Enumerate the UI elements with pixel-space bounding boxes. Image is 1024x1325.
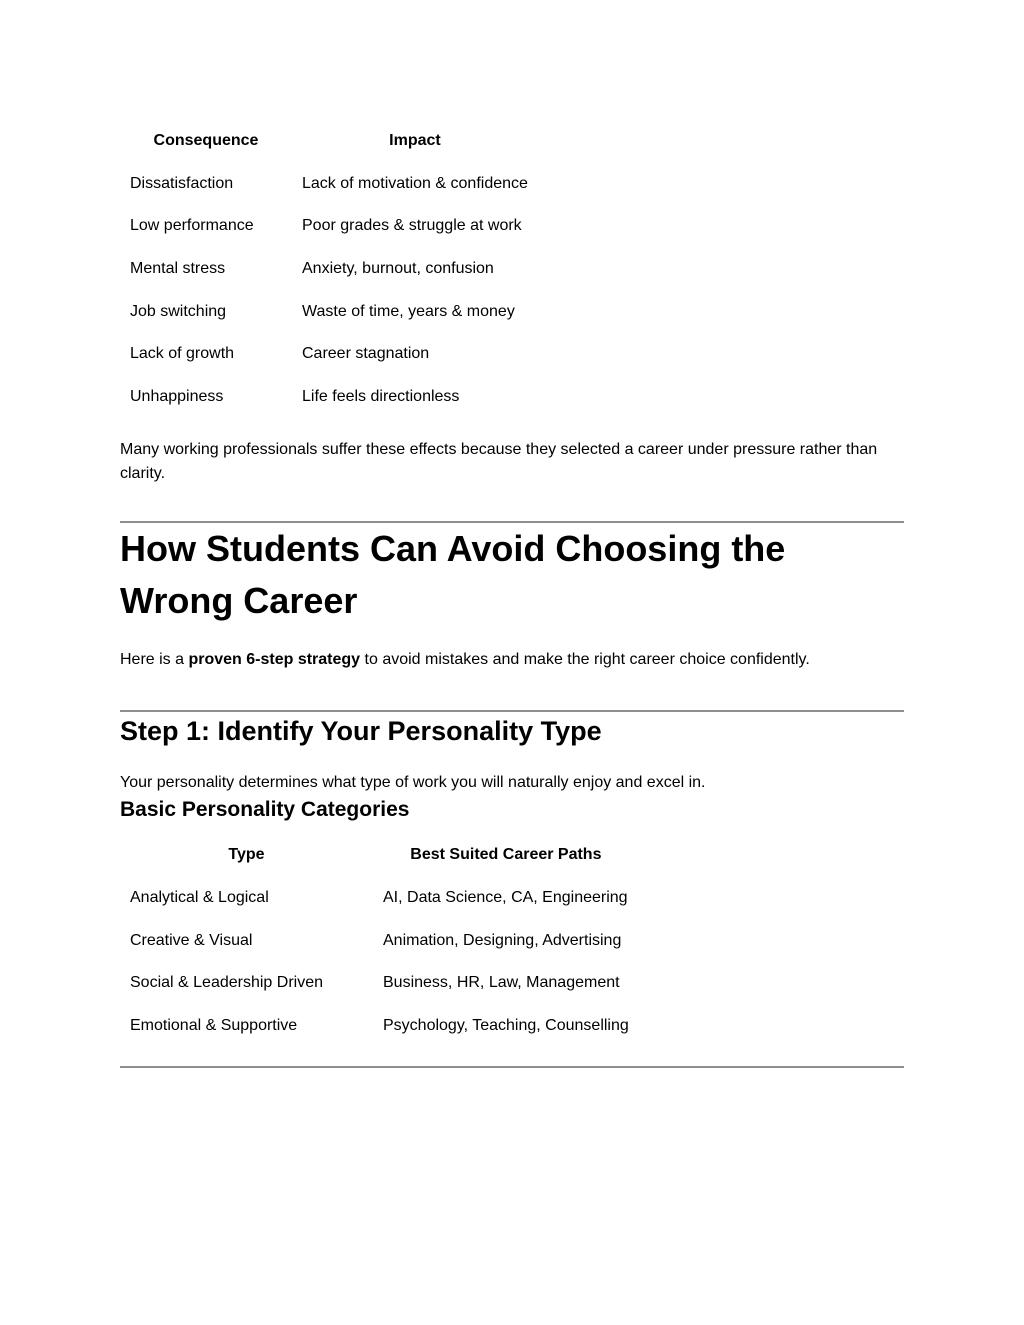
- personality-categories-subheading: Basic Personality Categories: [120, 798, 410, 822]
- impact-cell: Anxiety, burnout, confusion: [302, 260, 494, 278]
- consequence-cell: Dissatisfaction: [130, 174, 234, 192]
- strategy-suffix-text: to avoid mistakes and make the right career choice confidently.: [360, 651, 810, 669]
- career-paths-cell: AI, Data Science, CA, Engineering: [383, 889, 628, 907]
- main-heading: How Students Can Avoid Choosing the Wrong Career: [120, 528, 786, 622]
- consequence-cell: Unhappiness: [130, 387, 224, 405]
- impact-cell: Poor grades & struggle at work: [302, 217, 522, 235]
- consequences-impact-table: [120, 120, 538, 418]
- impact-cell: Career stagnation: [302, 345, 430, 363]
- table-row: [120, 376, 538, 419]
- table-header-row: [120, 120, 538, 163]
- table-row: [120, 1005, 639, 1048]
- consequence-cell: Mental stress: [130, 260, 226, 278]
- step1-heading: Step 1: Identify Your Personality Type: [120, 716, 602, 747]
- table-row: [120, 205, 538, 248]
- table-row: [120, 333, 538, 376]
- step1-intro-paragraph: Your personality determines what type of work you will naturally enjoy and excel in.: [120, 774, 706, 792]
- table-row: [120, 163, 538, 206]
- table-row: [120, 962, 639, 1005]
- consequence-cell: Job switching: [130, 302, 227, 320]
- career-paths-cell: Psychology, Teaching, Counselling: [383, 1016, 629, 1034]
- personality-table: [120, 834, 639, 1047]
- table-row: [120, 248, 538, 291]
- section-divider: [120, 1066, 904, 1068]
- impact-cell: Waste of time, years & money: [302, 302, 515, 320]
- strategy-bold-text: proven 6-step strategy: [188, 651, 361, 669]
- strategy-prefix-text: Here is a: [120, 651, 189, 669]
- career-paths-cell: Animation, Designing, Advertising: [383, 931, 622, 949]
- type-cell: Creative & Visual: [130, 931, 253, 949]
- table-row: [120, 919, 639, 962]
- career-paths-cell: Business, HR, Law, Management: [383, 974, 620, 992]
- type-column-header: Type: [228, 846, 265, 864]
- type-cell: Social & Leadership Driven: [130, 974, 323, 992]
- professionals-note-paragraph: Many working professionals suffer these effects because they selected a career under pressure rather than clarity.: [120, 441, 878, 483]
- strategy-paragraph: [120, 648, 904, 672]
- consequence-cell: Low performance: [130, 217, 254, 235]
- impact-column-header: Impact: [389, 132, 441, 150]
- consequence-column-header: Consequence: [153, 132, 259, 150]
- career-paths-column-header: Best Suited Career Paths: [410, 846, 602, 864]
- impact-cell: Life feels directionless: [302, 387, 460, 405]
- type-cell: Emotional & Supportive: [130, 1016, 298, 1034]
- table-row: [120, 877, 639, 920]
- impact-cell: Lack of motivation & confidence: [302, 174, 528, 192]
- consequence-cell: Lack of growth: [130, 345, 235, 363]
- type-cell: Analytical & Logical: [130, 889, 269, 907]
- table-header-row: [120, 834, 639, 877]
- table-row: [120, 290, 538, 333]
